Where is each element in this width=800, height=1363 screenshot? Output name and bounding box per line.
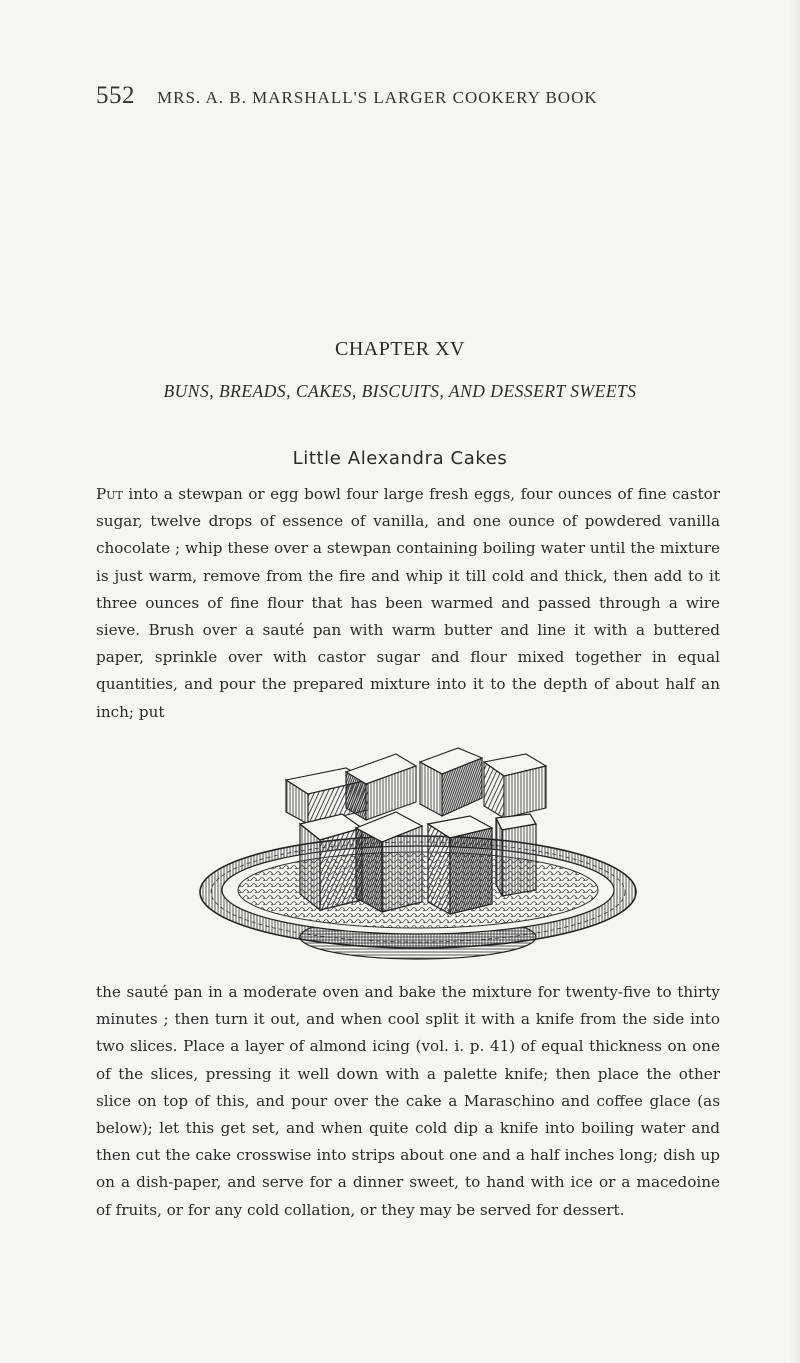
- running-head: [96, 82, 716, 110]
- page-number: 552: [96, 82, 135, 109]
- recipe-paragraph-1: [96, 481, 720, 726]
- chapter-title: CHAPTER XV: [334, 338, 465, 360]
- chapter-subtitle: BUNS, BREADS, CAKES, BISCUITS, AND DESSERT SWEETS: [163, 381, 637, 401]
- paragraph-1-text: into a stewpan or egg bowl four large fresh eggs, four ounces of fine castor sugar, twelve drops of essence of vanilla, and one ounce of powdered vanilla chocolate ; whip these over a stewpan containing boiling water until the mixture is just warm, remove from the fire and whip it till cold and thick, then add to it three ounces of fine flour that has been warmed and passed through a wire sieve. Brush over a sauté pan with warm butter and line it with a buttered paper, sprinkle over with castor sugar and flour mixed together in equal quantities, and pour the prepared mixture into it to the depth of about half an inch; put: [96, 485, 720, 721]
- recipe-paragraph-2: the sauté pan in a moderate oven and bake the mixture for twenty-five to thirty minutes ; then turn it out, and when cool split it with a knife from the side into two slices. Place a layer of almond icing (vol. i. p. 41) of equal thickness on one of the slices, pressing it well down with a palette knife; then place the other slice on top of this, and pour over the cake a Maraschino and coffee glace (as below); let this get set, and when quite cold dip a knife into boiling water and then cut the cake crosswise into strips about one and a half inches long; dish up on a dish-paper, and serve for a dinner sweet, to hand with ice or a macedoine of fruits, or for any cold collation, or they may be served for dessert.: [96, 983, 720, 1219]
- cakes-on-dish-illustration: [196, 732, 640, 972]
- book-title: MRS. A. B. MARSHALL'S LARGER COOKERY BOOK: [157, 88, 598, 107]
- paragraph-lead-word: Put: [96, 485, 123, 503]
- recipe-title: Little Alexandra Cakes: [292, 448, 508, 469]
- page-edge-shadow: [790, 0, 800, 1363]
